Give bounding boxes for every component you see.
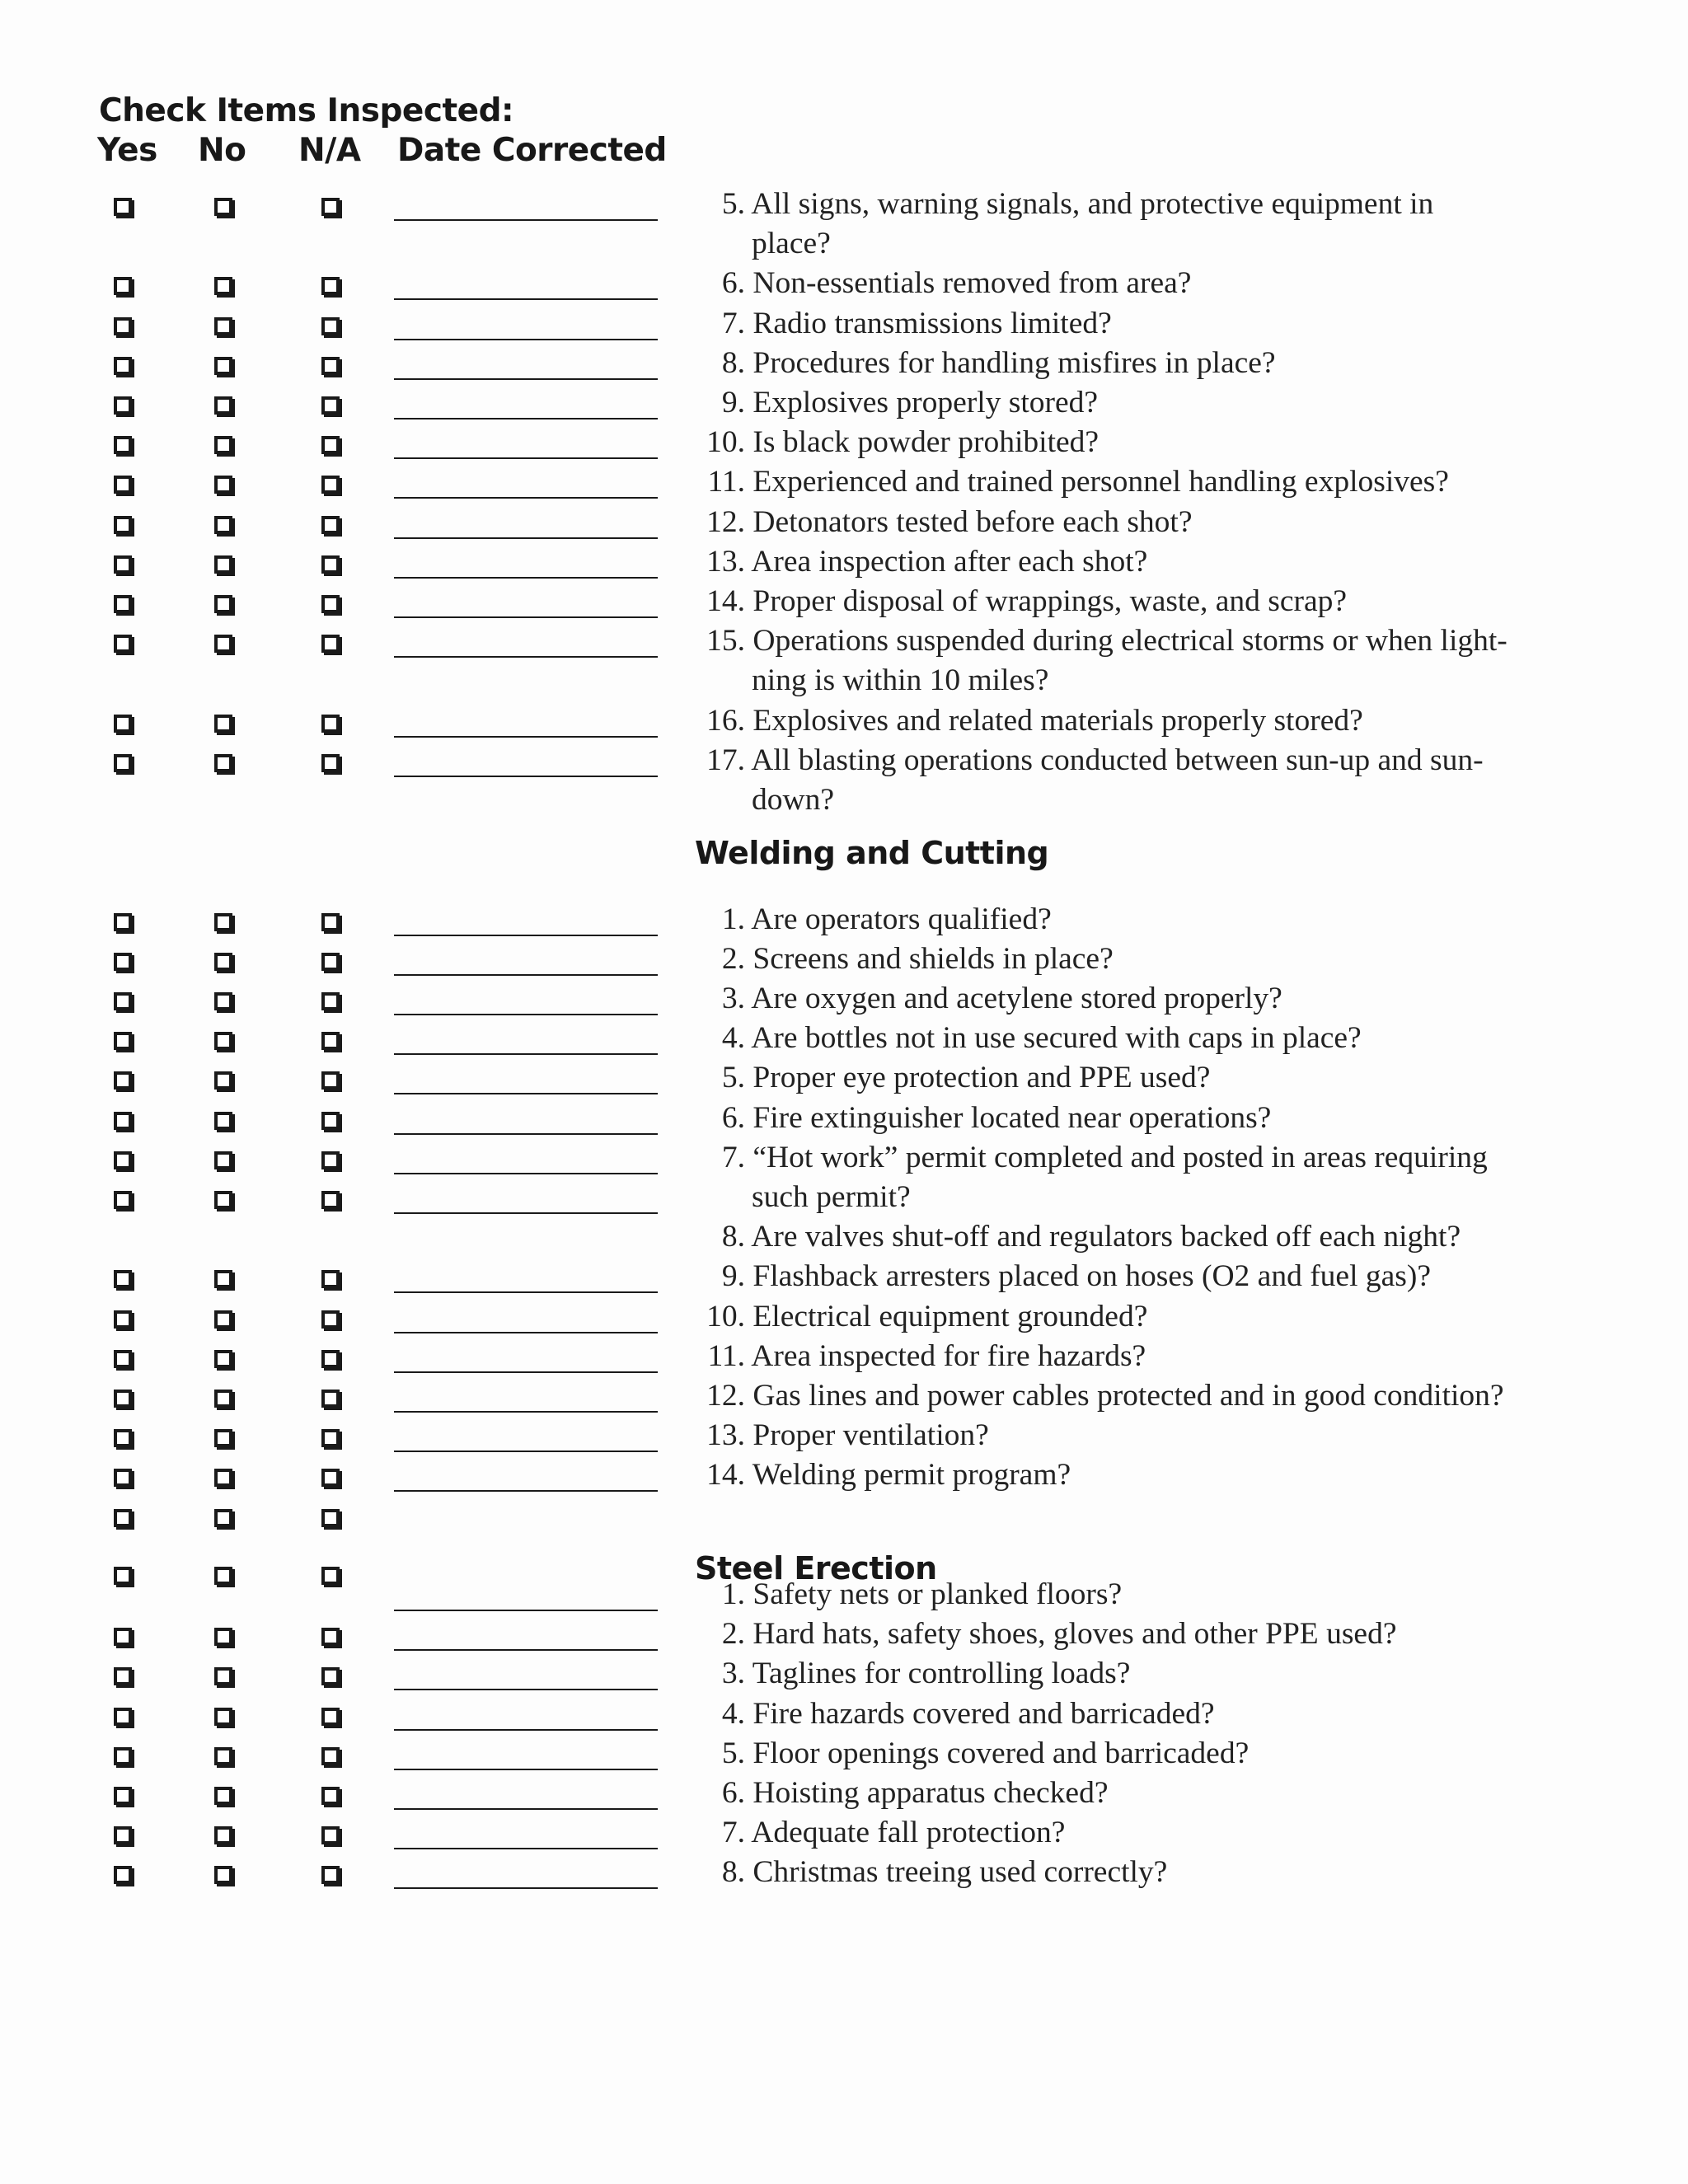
item-number: 11.: [707, 465, 745, 499]
na-checkbox[interactable]: [321, 1071, 340, 1090]
question-label: Explosives and related materials properly stored?: [745, 703, 1363, 738]
na-checkbox[interactable]: [321, 1191, 340, 1209]
no-checkbox[interactable]: [214, 1032, 232, 1050]
no-checkbox[interactable]: [214, 1567, 232, 1585]
item-number: 5.: [721, 1061, 745, 1095]
date-corrected-field[interactable]: [394, 1014, 658, 1015]
question-label: Operations suspended during electrical storms or when light-: [745, 624, 1507, 658]
date-corrected-field[interactable]: [394, 577, 658, 579]
question-text: [687, 1416, 989, 1455]
question-text: [687, 1099, 1271, 1138]
question-text: [687, 1257, 1431, 1296]
na-checkbox[interactable]: [321, 476, 340, 494]
no-checkbox[interactable]: [214, 715, 232, 733]
question-label: such permit?: [752, 1180, 911, 1214]
item-number: 7.: [721, 1816, 745, 1850]
yes-checkbox[interactable]: [114, 516, 132, 534]
yes-checkbox[interactable]: [114, 396, 132, 415]
question-text: [752, 1178, 911, 1217]
item-number: 9.: [721, 1259, 745, 1294]
na-checkbox[interactable]: [321, 635, 340, 653]
no-checkbox[interactable]: [214, 1151, 232, 1169]
no-checkbox[interactable]: [214, 516, 232, 534]
yes-checkbox[interactable]: [114, 1787, 132, 1805]
item-number: 15.: [706, 624, 745, 658]
column-header-no: No: [198, 132, 246, 169]
question-text: [687, 1853, 1167, 1892]
no-checkbox[interactable]: [214, 992, 232, 1010]
question-label: Christmas treeing used correctly?: [745, 1855, 1168, 1890]
na-checkbox[interactable]: [321, 357, 340, 375]
question-text: [687, 701, 1363, 741]
item-number: 7.: [721, 1140, 745, 1174]
na-checkbox[interactable]: [321, 992, 340, 1010]
yes-checkbox[interactable]: [114, 436, 132, 454]
na-checkbox[interactable]: [321, 1708, 340, 1726]
question-label: Fire hazards covered and barricaded?: [745, 1696, 1215, 1731]
na-checkbox[interactable]: [321, 1310, 340, 1329]
yes-checkbox[interactable]: [114, 953, 132, 971]
question-label: Gas lines and power cables protected and in good condition?: [745, 1379, 1504, 1413]
question-text: [687, 503, 1193, 542]
date-corrected-field[interactable]: [394, 1848, 658, 1849]
yes-checkbox[interactable]: [114, 1191, 132, 1209]
item-number: 1.: [721, 902, 745, 936]
na-checkbox[interactable]: [321, 913, 340, 931]
na-checkbox[interactable]: [321, 1667, 340, 1685]
question-text: [687, 979, 1282, 1019]
yes-checkbox[interactable]: [114, 198, 132, 216]
yes-checkbox[interactable]: [114, 1429, 132, 1447]
item-number: 4.: [721, 1021, 745, 1056]
question-label: Hoisting apparatus checked?: [745, 1776, 1109, 1810]
question-text: [687, 1337, 1146, 1376]
question-label: Proper ventilation?: [745, 1418, 989, 1453]
date-corrected-field[interactable]: [394, 1133, 658, 1135]
date-corrected-field[interactable]: [394, 974, 658, 976]
item-number: 9.: [721, 386, 745, 419]
question-text: [687, 542, 1147, 582]
no-checkbox[interactable]: [214, 1826, 232, 1844]
yes-checkbox[interactable]: [114, 1826, 132, 1844]
column-header-yes: Yes: [97, 132, 157, 169]
no-checkbox[interactable]: [214, 1866, 232, 1884]
date-corrected-field[interactable]: [394, 378, 658, 380]
date-corrected-field[interactable]: [394, 418, 658, 419]
question-label: Area inspection after each shot?: [745, 544, 1148, 579]
question-label: Flashback arresters placed on hoses (O2 and fuel gas)?: [745, 1259, 1431, 1294]
yes-checkbox[interactable]: [114, 555, 132, 574]
item-number: 2.: [721, 1617, 745, 1652]
date-corrected-field[interactable]: [394, 497, 658, 499]
yes-checkbox[interactable]: [114, 1350, 132, 1368]
date-corrected-field[interactable]: [394, 1332, 658, 1333]
na-checkbox[interactable]: [321, 1151, 340, 1169]
item-number: 7.: [721, 306, 745, 340]
item-number: 12.: [706, 504, 745, 539]
na-checkbox[interactable]: [321, 1628, 340, 1646]
na-checkbox[interactable]: [321, 396, 340, 415]
date-corrected-field[interactable]: [394, 1411, 658, 1413]
question-label: Floor openings covered and barricaded?: [745, 1736, 1250, 1770]
date-corrected-field[interactable]: [394, 1371, 658, 1373]
question-text: [687, 1058, 1210, 1098]
na-checkbox[interactable]: [321, 953, 340, 971]
date-corrected-field[interactable]: [394, 1729, 658, 1731]
yes-checkbox[interactable]: [114, 1032, 132, 1050]
yes-checkbox[interactable]: [114, 715, 132, 733]
question-text: [687, 1019, 1362, 1058]
date-corrected-field[interactable]: [394, 1291, 658, 1293]
na-checkbox[interactable]: [321, 1747, 340, 1765]
no-checkbox[interactable]: [214, 357, 232, 375]
yes-checkbox[interactable]: [114, 1708, 132, 1726]
question-label: Adequate fall protection?: [745, 1816, 1066, 1850]
question-text: [687, 1297, 1147, 1337]
no-checkbox[interactable]: [214, 953, 232, 971]
date-corrected-field[interactable]: [394, 736, 658, 738]
na-checkbox[interactable]: [321, 1787, 340, 1805]
question-label: Fire extinguisher located near operations?: [745, 1100, 1272, 1135]
date-corrected-field[interactable]: [394, 1212, 658, 1214]
question-label: down?: [752, 783, 834, 817]
item-number: 6.: [721, 1776, 745, 1810]
no-checkbox[interactable]: [214, 1747, 232, 1765]
item-number: 17.: [706, 743, 745, 777]
question-label: Detonators tested before each shot?: [745, 504, 1193, 539]
na-checkbox[interactable]: [321, 754, 340, 772]
item-number: 12.: [706, 1379, 745, 1413]
na-checkbox[interactable]: [321, 1112, 340, 1130]
question-label: Taglines for controlling loads?: [745, 1657, 1131, 1691]
question-label: Safety nets or planked floors?: [745, 1577, 1123, 1611]
item-number: 5.: [721, 1736, 745, 1770]
question-label: Welding permit program?: [745, 1458, 1071, 1493]
date-corrected-field[interactable]: [394, 1649, 658, 1651]
yes-checkbox[interactable]: [114, 1628, 132, 1646]
na-checkbox[interactable]: [321, 1469, 340, 1487]
yes-checkbox[interactable]: [114, 357, 132, 375]
no-checkbox[interactable]: [214, 1429, 232, 1447]
na-checkbox[interactable]: [321, 317, 340, 335]
date-corrected-field[interactable]: [394, 1689, 658, 1690]
yes-checkbox[interactable]: [114, 1747, 132, 1765]
item-number: 11.: [707, 1338, 745, 1373]
no-checkbox[interactable]: [214, 1191, 232, 1209]
no-checkbox[interactable]: [214, 396, 232, 415]
question-label: All signs, warning signals, and protective equipment in: [745, 187, 1434, 221]
item-number: 5.: [721, 187, 745, 221]
no-checkbox[interactable]: [214, 754, 232, 772]
question-text: [687, 1455, 1071, 1495]
question-label: Procedures for handling misfires in place?: [745, 345, 1276, 380]
question-text: [687, 1813, 1065, 1853]
yes-checkbox[interactable]: [114, 913, 132, 931]
na-checkbox[interactable]: [321, 1270, 340, 1288]
question-text: [687, 304, 1112, 344]
no-checkbox[interactable]: [214, 595, 232, 613]
question-text: [687, 1774, 1108, 1813]
item-number: 10.: [706, 1299, 745, 1333]
question-label: Screens and shields in place?: [745, 941, 1114, 976]
item-number: 2.: [721, 941, 745, 976]
yes-checkbox[interactable]: [114, 476, 132, 494]
no-checkbox[interactable]: [214, 317, 232, 335]
question-text: [687, 185, 1433, 224]
date-corrected-field[interactable]: [394, 1490, 658, 1492]
question-label: Proper disposal of wrappings, waste, and scrap?: [745, 584, 1348, 618]
date-corrected-field[interactable]: [394, 1093, 658, 1094]
question-text: [687, 383, 1098, 423]
yes-checkbox[interactable]: [114, 1667, 132, 1685]
question-text: [687, 940, 1114, 979]
item-number: 13.: [706, 1418, 745, 1453]
no-checkbox[interactable]: [214, 555, 232, 574]
date-corrected-field[interactable]: [394, 339, 658, 340]
question-label: Area inspected for fire hazards?: [745, 1338, 1146, 1373]
no-checkbox[interactable]: [214, 1787, 232, 1805]
na-checkbox[interactable]: [321, 1509, 340, 1527]
no-checkbox[interactable]: [214, 1350, 232, 1368]
yes-checkbox[interactable]: [114, 992, 132, 1010]
na-checkbox[interactable]: [321, 595, 340, 613]
na-checkbox[interactable]: [321, 277, 340, 295]
question-text-continued: [752, 224, 831, 264]
item-number: 8.: [721, 1220, 745, 1254]
date-corrected-field[interactable]: [394, 776, 658, 777]
yes-checkbox[interactable]: [114, 1151, 132, 1169]
na-checkbox[interactable]: [321, 1567, 340, 1585]
date-corrected-field[interactable]: [394, 616, 658, 618]
section-heading: Welding and Cutting: [695, 835, 1049, 872]
date-corrected-field[interactable]: [394, 656, 658, 658]
question-label: Hard hats, safety shoes, gloves and other PPE used?: [745, 1617, 1397, 1652]
no-checkbox[interactable]: [214, 476, 232, 494]
yes-checkbox[interactable]: [114, 595, 132, 613]
no-checkbox[interactable]: [214, 1509, 232, 1527]
yes-checkbox[interactable]: [114, 277, 132, 295]
yes-checkbox[interactable]: [114, 1071, 132, 1090]
yes-checkbox[interactable]: [114, 1866, 132, 1884]
no-checkbox[interactable]: [214, 1112, 232, 1130]
question-text: [687, 344, 1276, 383]
no-checkbox[interactable]: [214, 1071, 232, 1090]
date-corrected-field[interactable]: [394, 1610, 658, 1611]
na-checkbox[interactable]: [321, 1866, 340, 1884]
question-text: [687, 1615, 1396, 1654]
checklist-title: Check Items Inspected:: [99, 92, 514, 129]
item-number: 10.: [706, 425, 745, 460]
yes-checkbox[interactable]: [114, 1469, 132, 1487]
question-label: place?: [752, 227, 831, 261]
question-label: Are oxygen and acetylene stored properly?: [745, 982, 1282, 1015]
question-label: Are bottles not in use secured with caps in place?: [745, 1021, 1362, 1056]
na-checkbox[interactable]: [321, 1826, 340, 1844]
question-label: “Hot work” permit completed and posted in areas requiring: [745, 1140, 1488, 1174]
question-label: ning is within 10 miles?: [752, 663, 1049, 698]
question-label: Proper eye protection and PPE used?: [745, 1061, 1211, 1095]
question-label: Explosives properly stored?: [745, 386, 1099, 419]
question-text: [687, 462, 1449, 502]
yes-checkbox[interactable]: [114, 1112, 132, 1130]
yes-checkbox[interactable]: [114, 1310, 132, 1329]
yes-checkbox[interactable]: [114, 1270, 132, 1288]
na-checkbox[interactable]: [321, 1032, 340, 1050]
no-checkbox[interactable]: [214, 1708, 232, 1726]
item-number: 6.: [721, 266, 745, 301]
no-checkbox[interactable]: [214, 277, 232, 295]
question-text-continued: [752, 780, 834, 820]
question-label: Experienced and trained personnel handling explosives?: [745, 465, 1449, 499]
item-number: 3.: [721, 982, 745, 1015]
date-corrected-field[interactable]: [394, 298, 658, 300]
no-checkbox[interactable]: [214, 1667, 232, 1685]
date-corrected-field[interactable]: [394, 1451, 658, 1452]
section-heading: Steel Erection: [695, 1549, 937, 1586]
item-number: 3.: [721, 1657, 745, 1691]
question-label: Are valves shut-off and regulators backed off each night?: [745, 1220, 1461, 1254]
yes-checkbox[interactable]: [114, 1390, 132, 1408]
column-header-date-corrected: Date Corrected: [397, 132, 667, 169]
no-checkbox[interactable]: [214, 1628, 232, 1646]
yes-checkbox[interactable]: [114, 1567, 132, 1585]
question-text: [687, 1654, 1130, 1694]
no-checkbox[interactable]: [214, 198, 232, 216]
date-corrected-field[interactable]: [394, 457, 658, 459]
yes-checkbox[interactable]: [114, 635, 132, 653]
date-corrected-field[interactable]: [394, 537, 658, 539]
no-checkbox[interactable]: [214, 635, 232, 653]
no-checkbox[interactable]: [214, 1270, 232, 1288]
question-text: [687, 1138, 1488, 1178]
date-corrected-field[interactable]: [394, 1808, 658, 1810]
question-label: All blasting operations conducted between sun-up and sun-: [745, 743, 1484, 777]
no-checkbox[interactable]: [214, 1390, 232, 1408]
na-checkbox[interactable]: [321, 198, 340, 216]
date-corrected-field[interactable]: [394, 1769, 658, 1770]
item-number: 8.: [721, 1855, 745, 1890]
no-checkbox[interactable]: [214, 1310, 232, 1329]
na-checkbox[interactable]: [321, 1390, 340, 1408]
question-text: [687, 621, 1507, 661]
question-text: [687, 582, 1347, 621]
no-checkbox[interactable]: [214, 436, 232, 454]
na-checkbox[interactable]: [321, 1350, 340, 1368]
item-number: 4.: [721, 1696, 745, 1731]
question-label: Are operators qualified?: [745, 902, 1052, 936]
na-checkbox[interactable]: [321, 715, 340, 733]
question-text: [687, 264, 1191, 303]
question-label: Non-essentials removed from area?: [745, 266, 1192, 301]
question-text: [687, 423, 1099, 462]
item-number: 6.: [721, 1100, 745, 1135]
date-corrected-field[interactable]: [394, 219, 658, 221]
na-checkbox[interactable]: [321, 436, 340, 454]
question-text: [687, 900, 1052, 940]
no-checkbox[interactable]: [214, 913, 232, 931]
item-number: 16.: [706, 703, 745, 738]
question-label: Radio transmissions limited?: [745, 306, 1112, 340]
column-header-na: N/A: [298, 132, 361, 169]
question-text: [687, 1217, 1461, 1257]
question-text: [687, 741, 1484, 780]
no-checkbox[interactable]: [214, 1469, 232, 1487]
question-label: Is black powder prohibited?: [745, 425, 1100, 460]
item-number: 13.: [706, 544, 745, 579]
date-corrected-field[interactable]: [394, 1053, 658, 1055]
question-text: [687, 1376, 1504, 1416]
question-label: Electrical equipment grounded?: [745, 1299, 1148, 1333]
na-checkbox[interactable]: [321, 555, 340, 574]
item-number: 14.: [706, 584, 745, 618]
question-text: [687, 1694, 1214, 1734]
question-text: [687, 1575, 1122, 1615]
question-text: [687, 1734, 1249, 1774]
date-corrected-field[interactable]: [394, 935, 658, 936]
date-corrected-field[interactable]: [394, 1173, 658, 1174]
item-number: 14.: [706, 1458, 745, 1493]
item-number: 8.: [721, 345, 745, 380]
question-text-continued: [752, 661, 1048, 701]
date-corrected-field[interactable]: [394, 1887, 658, 1889]
item-number: 1.: [721, 1577, 745, 1611]
na-checkbox[interactable]: [321, 1429, 340, 1447]
na-checkbox[interactable]: [321, 516, 340, 534]
yes-checkbox[interactable]: [114, 317, 132, 335]
yes-checkbox[interactable]: [114, 754, 132, 772]
yes-checkbox[interactable]: [114, 1509, 132, 1527]
